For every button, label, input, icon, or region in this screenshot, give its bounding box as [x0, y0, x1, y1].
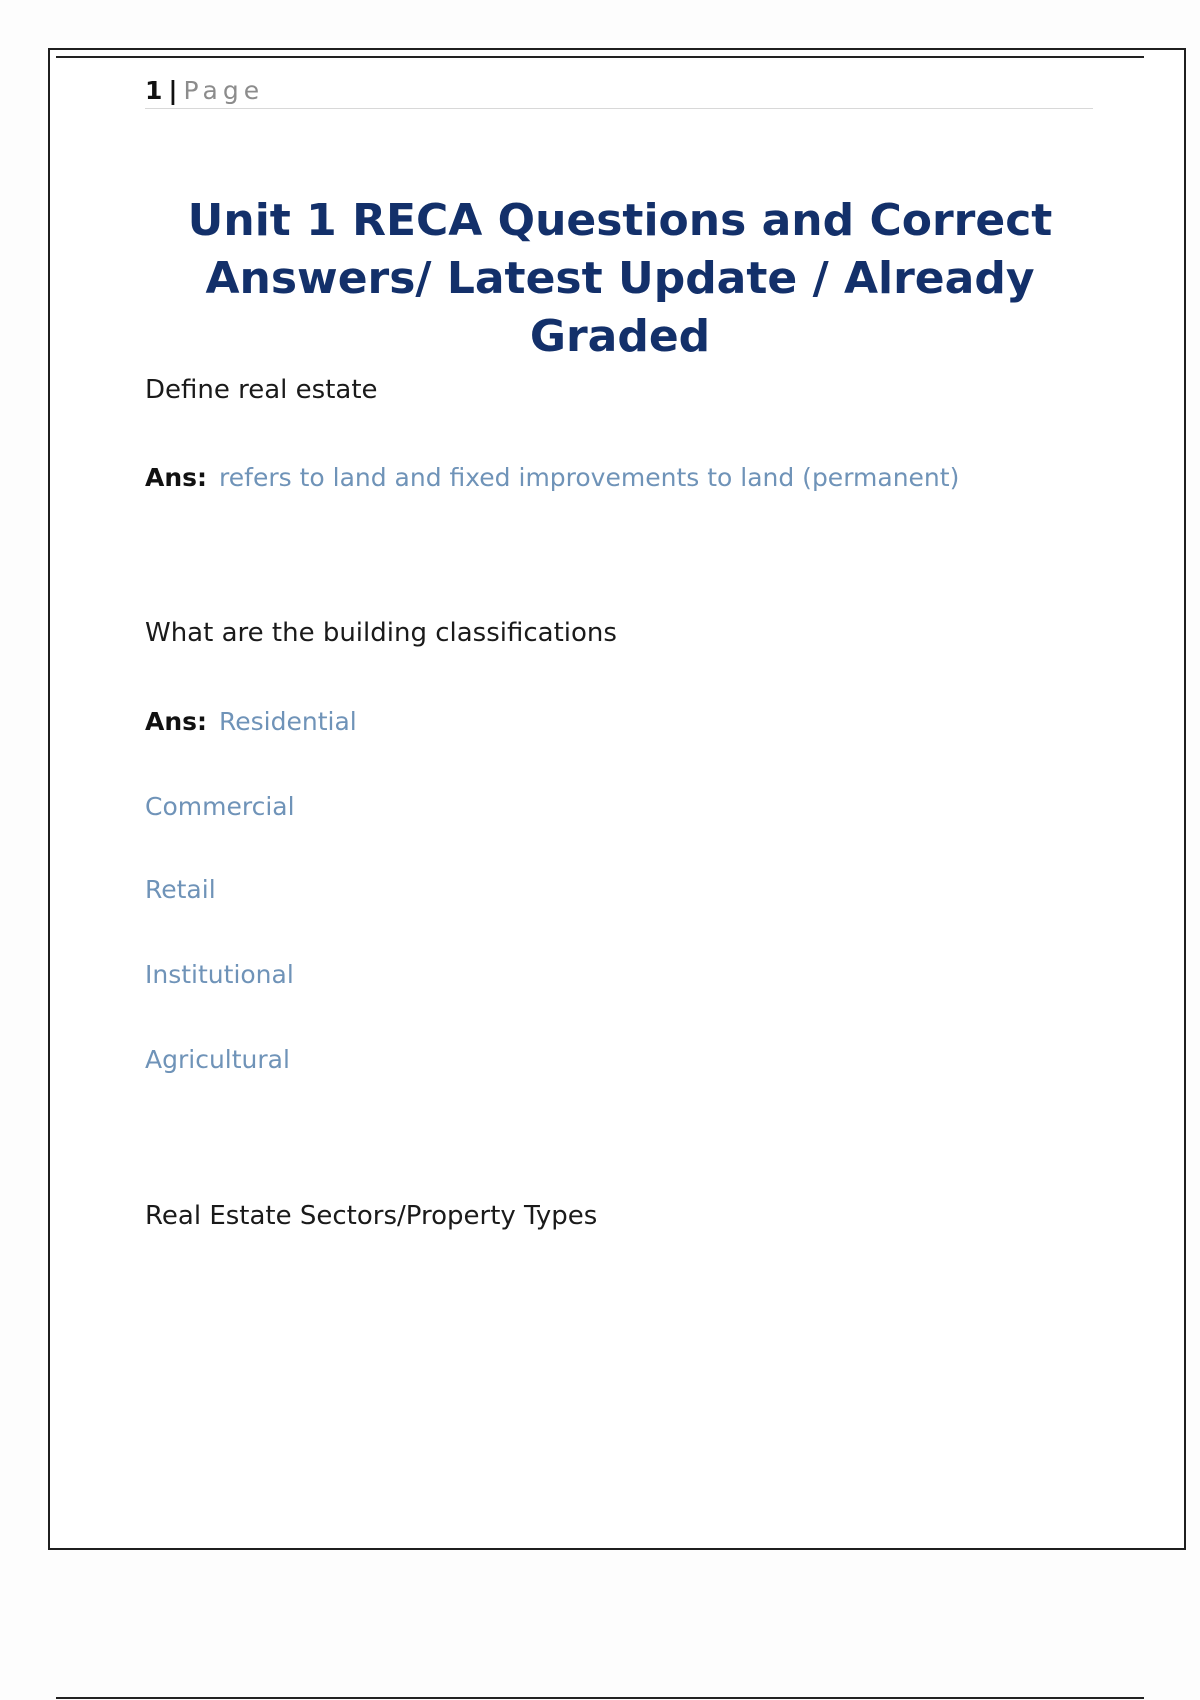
page-label: Page — [183, 76, 265, 105]
answer-text: refers to land and fixed improvements to land (permanent) — [219, 463, 960, 492]
answer-item: Commercial — [145, 792, 295, 821]
bottom-rule — [56, 1697, 1144, 1699]
question-1: Define real estate — [145, 375, 378, 405]
answer-1 — [145, 461, 959, 495]
page-number: 1 — [145, 76, 163, 105]
answer-label: Ans: — [145, 707, 208, 736]
question-2: What are the building classifications — [145, 618, 617, 648]
top-rule — [56, 56, 1144, 58]
answer-text: Residential — [219, 707, 357, 736]
document-title: Unit 1 RECA Questions and Correct Answers/ Latest Update / Already Graded — [187, 195, 1053, 362]
answer-item: Institutional — [145, 960, 294, 989]
page-header — [145, 74, 1093, 109]
header-separator: | — [168, 76, 178, 105]
answer-item: Agricultural — [145, 1045, 290, 1074]
answer-label: Ans: — [145, 463, 208, 492]
question-3: Real Estate Sectors/Property Types — [145, 1201, 598, 1231]
answer-item: Retail — [145, 875, 216, 904]
answer-2 — [145, 705, 357, 739]
